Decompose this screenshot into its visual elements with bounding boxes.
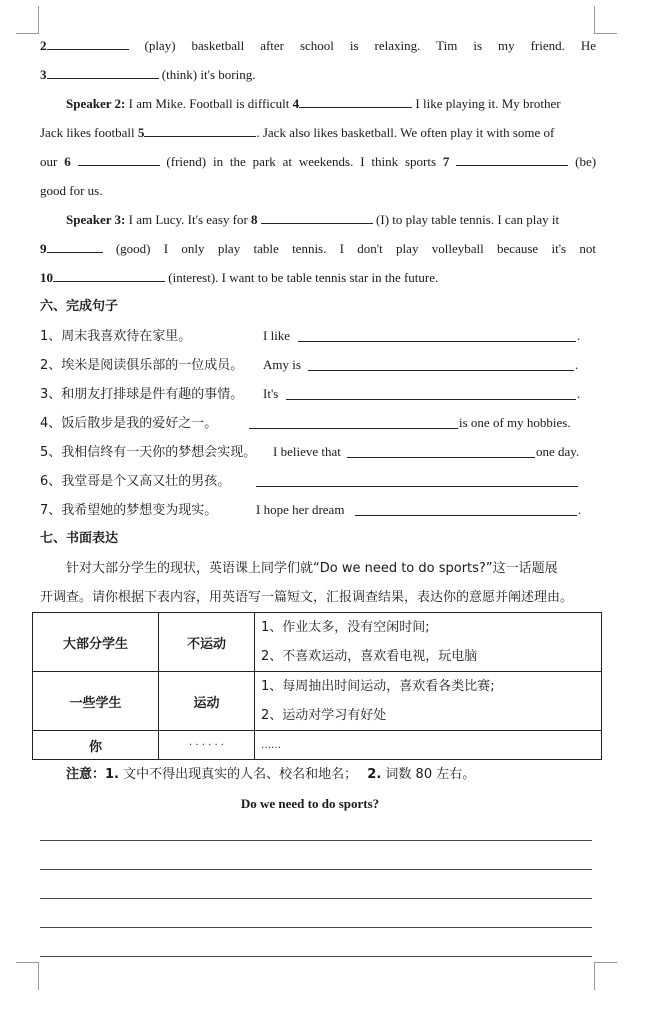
sentence-item-2 xyxy=(40,356,596,375)
sentence-suffix: is one of my hobbies. xyxy=(459,415,571,430)
blank-number-5: 5 xyxy=(137,125,145,140)
note-text: 词数 80 左右。 xyxy=(385,767,476,782)
sentence-prefix: I like xyxy=(263,328,291,343)
corner-mark-bottom-left xyxy=(38,962,39,990)
answer-blank-2[interactable] xyxy=(308,358,574,371)
section-7-title: 七、书面表达 xyxy=(40,531,119,546)
corner-mark-top-left-h xyxy=(16,33,38,34)
blank-8[interactable] xyxy=(261,211,373,224)
answer-blank-4[interactable] xyxy=(249,416,458,429)
passage-text: (good) I only play table tennis. I don't play volleyball because it's not xyxy=(115,241,597,256)
note-text: 文中不得出现真实的人名、校名和地名； xyxy=(123,767,358,782)
blank-4[interactable] xyxy=(299,95,412,108)
passage-text: . Jack also likes basketball. We often play it with some of xyxy=(256,125,555,140)
table-cell-activity: 不运动 xyxy=(159,613,255,672)
table-row xyxy=(33,672,602,731)
sentence-item-4 xyxy=(40,414,596,433)
table-cell-reasons: …… xyxy=(255,731,602,760)
writing-line[interactable] xyxy=(40,869,592,870)
answer-blank-6[interactable] xyxy=(256,474,578,487)
corner-mark-bottom-right-h xyxy=(595,962,617,963)
sentence-chinese: 5、我相信终有一天你的梦想会实现。 xyxy=(40,445,257,460)
speaker-2-line-1 xyxy=(40,95,596,113)
blank-number-2: 2 xyxy=(40,38,47,53)
table-cell-activity: 运动 xyxy=(159,672,255,731)
writing-line[interactable] xyxy=(40,898,592,899)
sentence-item-3 xyxy=(40,385,596,404)
blank-number-9: 9 xyxy=(40,241,47,256)
blank-2[interactable] xyxy=(47,37,129,50)
blank-7[interactable] xyxy=(456,153,568,166)
note-number: 2. xyxy=(367,767,382,782)
blank-number-3: 3 xyxy=(40,67,47,82)
passage-text: our xyxy=(40,154,58,169)
blank-5[interactable] xyxy=(144,124,256,137)
passage-text: (friend) in the park at weekends. I think sports xyxy=(166,154,437,169)
corner-mark-top-right-h xyxy=(595,33,617,34)
sentence-prefix: Amy is xyxy=(263,357,301,372)
reason-item: 1、作业太多，没有空闲时间; xyxy=(261,620,430,635)
sentence-chinese: 7、我希望她的梦想变为现实。 xyxy=(40,503,218,518)
speaker-label: Speaker 2: xyxy=(66,96,126,111)
blank-number-4: 4 xyxy=(292,96,300,111)
sentence-suffix: . xyxy=(577,328,581,343)
speaker-2-line-4 xyxy=(40,182,596,200)
table-row xyxy=(33,613,602,672)
sentence-item-7 xyxy=(40,501,596,520)
note-label: 注意： xyxy=(66,767,106,782)
passage-line-1 xyxy=(40,37,596,55)
passage-text: I like playing it. My brother xyxy=(415,96,561,111)
passage-text: (I) to play table tennis. I can play it xyxy=(376,212,560,227)
passage-text: (play) basketball after school is relaxing. Tim is my friend. He xyxy=(144,38,596,53)
blank-3[interactable] xyxy=(47,66,159,79)
passage-text: Jack likes football xyxy=(40,125,135,140)
sentence-suffix: . xyxy=(577,386,581,401)
sentence-suffix: one day. xyxy=(536,444,580,459)
blank-number-6: 6 xyxy=(64,154,71,169)
speaker-3-line-2 xyxy=(40,240,596,258)
answer-blank-7[interactable] xyxy=(355,503,577,516)
blank-9[interactable] xyxy=(47,240,103,253)
blank-10[interactable] xyxy=(53,269,165,282)
sentence-item-1 xyxy=(40,327,596,346)
blank-number-7: 7 xyxy=(442,154,450,169)
corner-mark-bottom-right xyxy=(594,962,595,990)
instructions-text: 针对大部分学生的现状，英语课上同学们就“Do we need to do sports?”这一话题展 xyxy=(66,561,558,576)
speaker-3-line-3 xyxy=(40,269,596,287)
table-row xyxy=(33,731,602,760)
corner-mark-bottom-left-h xyxy=(16,962,38,963)
sentence-chinese: 2、埃米是阅读俱乐部的一位成员。 xyxy=(40,358,244,373)
sentence-item-6 xyxy=(40,472,596,491)
passage-text: (interest). I want to be table tennis star in the future. xyxy=(168,270,439,285)
speaker-3-line-1 xyxy=(40,211,596,229)
table-cell-reasons xyxy=(255,672,602,731)
speaker-2-line-2 xyxy=(40,124,596,142)
reason-item: 2、运动对学习有好处 xyxy=(261,708,387,723)
writing-line[interactable] xyxy=(40,840,592,841)
writing-instructions-line-2: 开调查。请你根据下表内容，用英语写一篇短文，汇报调查结果，表达你的意愿并阐述理由。 xyxy=(40,590,574,605)
sentence-chinese: 1、周末我喜欢待在家里。 xyxy=(40,329,192,344)
passage-text: good for us. xyxy=(40,183,103,198)
sentence-item-5 xyxy=(40,443,596,462)
table-cell-group: 你 xyxy=(33,731,159,760)
passage-text: I am Mike. Football is difficult xyxy=(128,96,290,111)
sentence-chinese: 4、饭后散步是我的爱好之一。 xyxy=(40,416,218,431)
section-6-title: 六、完成句子 xyxy=(40,299,119,314)
corner-mark-top-right xyxy=(594,6,595,34)
passage-line-2 xyxy=(40,66,596,84)
sentence-prefix: I believe that xyxy=(273,444,341,459)
table-cell-group: 一些学生 xyxy=(33,672,159,731)
corner-mark-top-left xyxy=(38,6,39,34)
answer-blank-1[interactable] xyxy=(298,329,576,342)
sentence-prefix: I hope her dream xyxy=(256,502,345,517)
writing-line[interactable] xyxy=(40,927,592,928)
reason-item: 1、每周抽出时间运动，喜欢看各类比赛; xyxy=(261,679,495,694)
sentence-suffix: . xyxy=(575,357,579,372)
writing-note xyxy=(66,766,586,784)
sentence-chinese: 6、我堂哥是个又高又壮的男孩。 xyxy=(40,474,231,489)
blank-6[interactable] xyxy=(78,153,160,166)
blank-number-8: 8 xyxy=(251,212,258,227)
table-cell-activity: · · · · · · xyxy=(159,731,255,760)
essay-title: Do we need to do sports? xyxy=(240,796,380,811)
writing-line[interactable] xyxy=(40,956,592,957)
table-cell-group: 大部分学生 xyxy=(33,613,159,672)
writing-instructions-line-1 xyxy=(40,560,596,578)
speaker-label: Speaker 3: xyxy=(66,212,126,227)
answer-blank-3[interactable] xyxy=(286,387,576,400)
reason-item: 2、不喜欢运动，喜欢看电视，玩电脑 xyxy=(261,649,478,664)
sentence-prefix: It's xyxy=(263,386,279,401)
table-cell-reasons xyxy=(255,613,602,672)
answer-blank-5[interactable] xyxy=(347,445,535,458)
sentence-chinese: 3、和朋友打排球是件有趣的事情。 xyxy=(40,387,244,402)
sentence-suffix: . xyxy=(578,502,582,517)
blank-number-10: 10 xyxy=(40,270,53,285)
passage-text: (think) it's boring. xyxy=(161,67,256,82)
passage-text: I am Lucy. It's easy for xyxy=(128,212,248,227)
passage-text: (be) xyxy=(575,154,597,169)
note-number: 1. xyxy=(105,767,119,782)
speaker-2-line-3 xyxy=(40,153,596,171)
survey-table xyxy=(32,612,602,760)
